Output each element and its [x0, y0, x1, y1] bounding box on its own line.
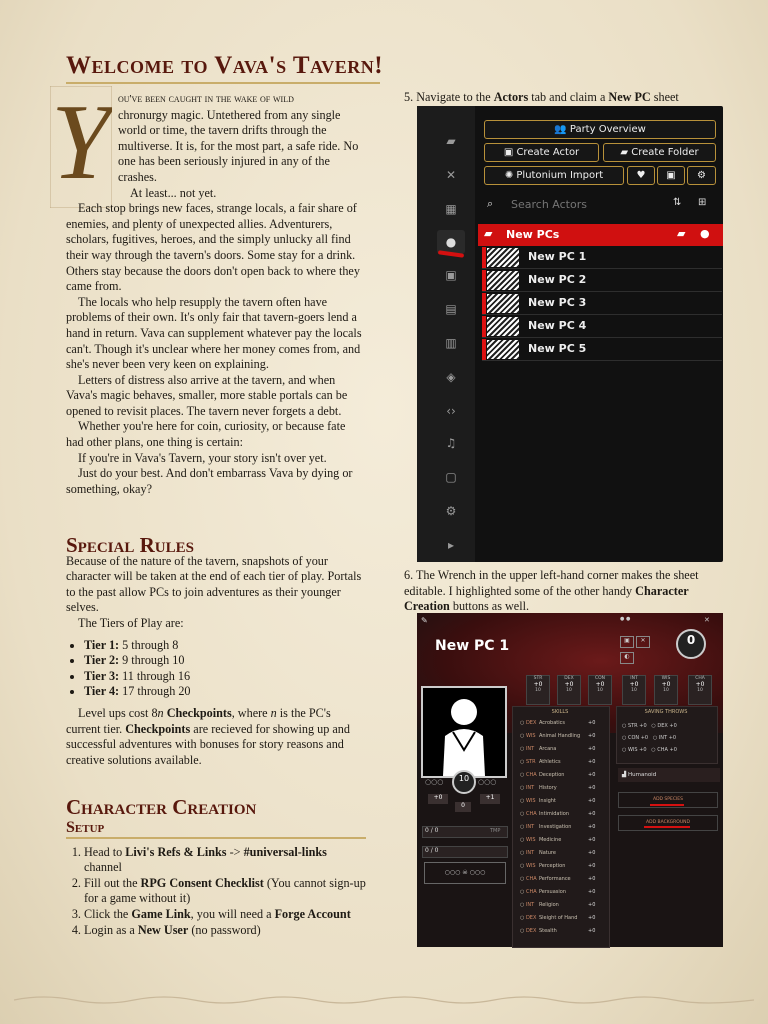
skill-row[interactable]: ○ WIS Medicine +0	[520, 837, 596, 843]
sheet-character-name[interactable]: New PC 1	[435, 638, 510, 654]
macros-icon[interactable]: ‹›	[446, 404, 456, 418]
proficiency-value: +1	[480, 794, 500, 804]
heart-button[interactable]	[627, 166, 655, 185]
skill-row[interactable]: ○ WIS Insight +0	[520, 798, 596, 804]
speed-value: 0	[455, 802, 471, 812]
special-rules-p2: The Tiers of Play are:	[78, 615, 184, 630]
sheet-toggle-icon[interactable]: ✕	[636, 636, 650, 648]
tier-list	[66, 638, 366, 700]
spell-slot-pips[interactable]: ○○○	[425, 778, 444, 786]
create-actor-button[interactable]: ▣ Create Actor	[484, 143, 599, 162]
cogs-icon: ⚙	[697, 170, 706, 181]
special-rules-heading: Special Rules	[66, 533, 194, 557]
journal-icon[interactable]: ▤	[445, 302, 457, 316]
search-icon: ⌕	[487, 197, 494, 210]
add-actor-icon[interactable]: ●	[700, 227, 710, 240]
actor-row[interactable]: New PC 3	[482, 293, 722, 315]
page-title: Welcome to Vava's Tavern!	[66, 52, 384, 79]
saving-throws-list	[622, 720, 712, 756]
skill-row[interactable]: ○ CHA Performance +0	[520, 876, 596, 882]
heart-icon: ♥	[636, 170, 646, 181]
intro-p6: Whether you're here for coin, curiosity, or because fate had other plans, one thing is certain:	[66, 419, 346, 450]
ability-box[interactable]: CHA +0 10	[688, 675, 712, 705]
setup-step: 3. Click the Game Link, you will need a Forge Account	[84, 907, 366, 923]
skill-row[interactable]: ○ CHA Deception +0	[520, 772, 596, 778]
skill-row[interactable]: ○ WIS Animal Handling +0	[520, 733, 596, 739]
skill-row[interactable]: ○ STR Athletics +0	[520, 759, 596, 765]
save-row[interactable]: ○ WIS +0 ○ CHA +0	[622, 747, 677, 753]
setup-step: 4. Login as a New User (no password)	[84, 923, 366, 939]
hp-bar[interactable]: 0 / 0	[422, 826, 508, 838]
skill-row[interactable]: ○ INT Religion +0	[520, 902, 596, 908]
sheet-toggle-icon[interactable]: ◐	[620, 652, 634, 664]
special-rules-section	[66, 533, 366, 768]
search-actors-input[interactable]	[509, 194, 653, 214]
intro-p7: If you're in Vava's Tavern, your story isn't over yet.	[78, 450, 327, 465]
title-underline	[66, 82, 380, 84]
death-saves[interactable]: ○○○ ☠ ○○○	[424, 862, 506, 884]
character-creation-heading: Character Creation	[66, 795, 257, 819]
intro-lead: ou've been caught in the wake of wild	[118, 93, 294, 105]
ability-box[interactable]: CON +0 10	[588, 675, 612, 705]
folder-label: New PCs	[506, 228, 560, 241]
tree-icon[interactable]: ⊞	[698, 197, 707, 208]
music-icon[interactable]: ♫	[445, 436, 457, 450]
skill-row[interactable]: ○ INT Investigation +0	[520, 824, 596, 830]
skull-icon: ☠	[462, 869, 468, 876]
collapse-icon[interactable]: ▸	[447, 538, 455, 552]
create-actor-icon: ▣	[503, 147, 517, 158]
party-icon: 👥	[554, 124, 570, 135]
save-row[interactable]: ○ STR +0 ○ DEX +0	[622, 723, 677, 729]
wrench-icon[interactable]: ✎	[421, 616, 428, 625]
tier-item: • Tier 2: 9 through 10	[84, 653, 366, 669]
skill-row[interactable]: ○ DEX Sleight of Hand +0	[520, 915, 596, 921]
highlight-stroke	[644, 826, 690, 828]
actor-portrait	[487, 271, 519, 290]
items-icon[interactable]: ▣	[445, 268, 457, 282]
race-bar[interactable]: ▟ Humanoid	[618, 768, 720, 782]
intro-p3: Each stop brings new faces, strange locals, a fair share of enemies, and plenty of unexpected allies. Adventurers, scholars, fugitives, heroes, and the simply unlucky all find their way through the tavern's doors. Some stay for a drink. Others stay because the doors don't open back to where they came from.	[66, 201, 360, 294]
intro-p5: Letters of distress also arrive at the tavern, and when Vava's magic behaves, smaller, more stable portals can be opened to revisit places. The tavern never forgets a debt.	[66, 372, 348, 418]
robot-icon: ▣	[666, 170, 676, 181]
level-up-paragraph: Level ups cost 8n Checkpoints, where n is the PC's current tier. Checkpoints are recieved for showing up and successful adventures with bonuses for story reasons and creative solutions available.	[66, 705, 350, 767]
character-portrait[interactable]	[421, 686, 507, 778]
sheet-header-icons: ● ●	[620, 616, 631, 622]
tier-item: • Tier 3: 11 through 16	[84, 669, 366, 685]
cards-icon[interactable]: ◈	[446, 370, 456, 384]
ability-box[interactable]: STR +0 10	[526, 675, 550, 705]
actor-row[interactable]: New PC 4	[482, 316, 722, 338]
spell-slot-pips[interactable]: ○○○	[478, 778, 497, 786]
step-6-text: 6. The Wrench in the upper left-hand corner makes the sheet editable. I highlighted some of the other handy Character Creation buttons as well.	[404, 568, 699, 614]
plutonium-icon: ✺	[504, 170, 517, 181]
actor-portrait	[487, 340, 519, 359]
intro-p8: Just do your best. And don't embarrass Vava by dying or something, okay?	[66, 466, 353, 496]
skill-row[interactable]: ○ CHA Persuasion +0	[520, 889, 596, 895]
ability-box[interactable]: DEX +0 10	[557, 675, 581, 705]
save-row[interactable]: ○ CON +0 ○ INT +0	[622, 735, 677, 741]
page-border-ornament	[14, 994, 754, 1006]
saving-throws-header: SAVING THROWS	[644, 709, 688, 715]
ac-value: 10	[458, 774, 470, 783]
initiative-value: +0	[428, 794, 448, 804]
character-creation-section	[66, 795, 366, 938]
party-overview-button[interactable]: 👥 Party Overview	[484, 120, 716, 139]
actor-row[interactable]: New PC 5	[482, 339, 722, 361]
skill-row[interactable]: ○ INT History +0	[520, 785, 596, 791]
skills-header: SKILLS	[551, 709, 569, 715]
race-icon: ▟	[622, 772, 628, 778]
svg-text:Y: Y	[50, 86, 112, 202]
skill-row[interactable]: ○ INT Nature +0	[520, 850, 596, 856]
combat-icon[interactable]: ✕	[445, 168, 457, 182]
setup-step: 1. Head to Livi's Refs & Links -> #universal-links channel	[84, 845, 366, 876]
skill-row[interactable]: ○ DEX Stealth +0	[520, 928, 596, 934]
temp-hp-label: TMP	[490, 828, 501, 834]
highlight-stroke	[650, 804, 684, 806]
folder-add-icon[interactable]: ▰	[677, 227, 686, 240]
actor-portrait	[487, 294, 519, 313]
setup-steps	[66, 845, 366, 939]
chat-icon[interactable]: ▰	[446, 134, 456, 148]
add-species-button[interactable]: ADD SPECIES	[618, 792, 718, 808]
actor-row[interactable]: New PC 2	[482, 270, 722, 292]
intro-section	[66, 92, 366, 497]
setup-step: 2. Fill out the RPG Consent Checklist (You cannot sign-up for a game without it)	[84, 876, 366, 907]
tier-item: • Tier 1: 5 through 8	[84, 638, 366, 654]
actor-portrait	[487, 248, 519, 267]
folder-icon: ▰	[620, 147, 632, 158]
settings-icon[interactable]: ⚙	[445, 504, 457, 518]
sheet-toggle-icon[interactable]: ▣	[620, 636, 634, 648]
sheet-close-icon[interactable]: ✕	[704, 616, 710, 624]
skill-row[interactable]: ○ CHA Intimidation +0	[520, 811, 596, 817]
tier-item: • Tier 4: 17 through 20	[84, 684, 366, 700]
add-background-button[interactable]: ADD BACKGROUND	[618, 815, 718, 831]
actor-row[interactable]: New PC 1	[482, 247, 722, 269]
ability-box[interactable]: WIS +0 10	[654, 675, 678, 705]
intro-p1: chronurgy magic. Untethered from any single world or time, the tavern drifts through the multiverse. It is, for the most part, a safe ride. No one has been seriously injured in any of the crashes.	[118, 107, 359, 184]
hit-dice-bar[interactable]: 0 / 0	[422, 846, 508, 858]
cogs-button[interactable]	[687, 166, 716, 185]
plutonium-import-button[interactable]: ✺ Plutonium Import	[484, 166, 624, 185]
compendium-icon[interactable]: ▢	[445, 470, 457, 484]
skill-row[interactable]: ○ DEX Acrobatics +0	[520, 720, 596, 726]
ability-box[interactable]: INT +0 10	[622, 675, 646, 705]
scenes-icon[interactable]: ▦	[445, 202, 457, 216]
robot-button[interactable]	[657, 166, 685, 185]
intro-p4: The locals who help resupply the tavern often have problems of their own. It's only fair that tavern-goers lend a hand in return. Vava can supplement whatever pay the locals can't. Though it's unclear where her money comes from, and she's never been very keen on explaining.	[66, 294, 362, 372]
folder-open-icon: ▰	[484, 227, 493, 240]
actor-portrait	[487, 317, 519, 336]
setup-heading: Setup	[66, 818, 105, 836]
actors-icon: ●	[445, 235, 457, 249]
tables-icon[interactable]: ▥	[445, 336, 457, 350]
sort-icon[interactable]: ⇅	[673, 197, 682, 208]
step-5-text: 5. Navigate to the Actors tab and claim a New PC sheet	[404, 90, 679, 104]
intro-p2: At least... not yet.	[130, 185, 217, 200]
level-value: 0	[686, 633, 696, 647]
setup-underline	[66, 837, 366, 839]
create-folder-button[interactable]: ▰ Create Folder	[603, 143, 716, 162]
special-rules-p1: Because of the nature of the tavern, snapshots of your character will be taken at the end of each tier of play. Portals to the past allow PCs to join adventures as their younger selves.	[66, 553, 362, 615]
portrait-mystery-man	[423, 688, 505, 776]
skill-row[interactable]: ○ WIS Perception +0	[520, 863, 596, 869]
skill-row[interactable]: ○ INT Arcana +0	[520, 746, 596, 752]
